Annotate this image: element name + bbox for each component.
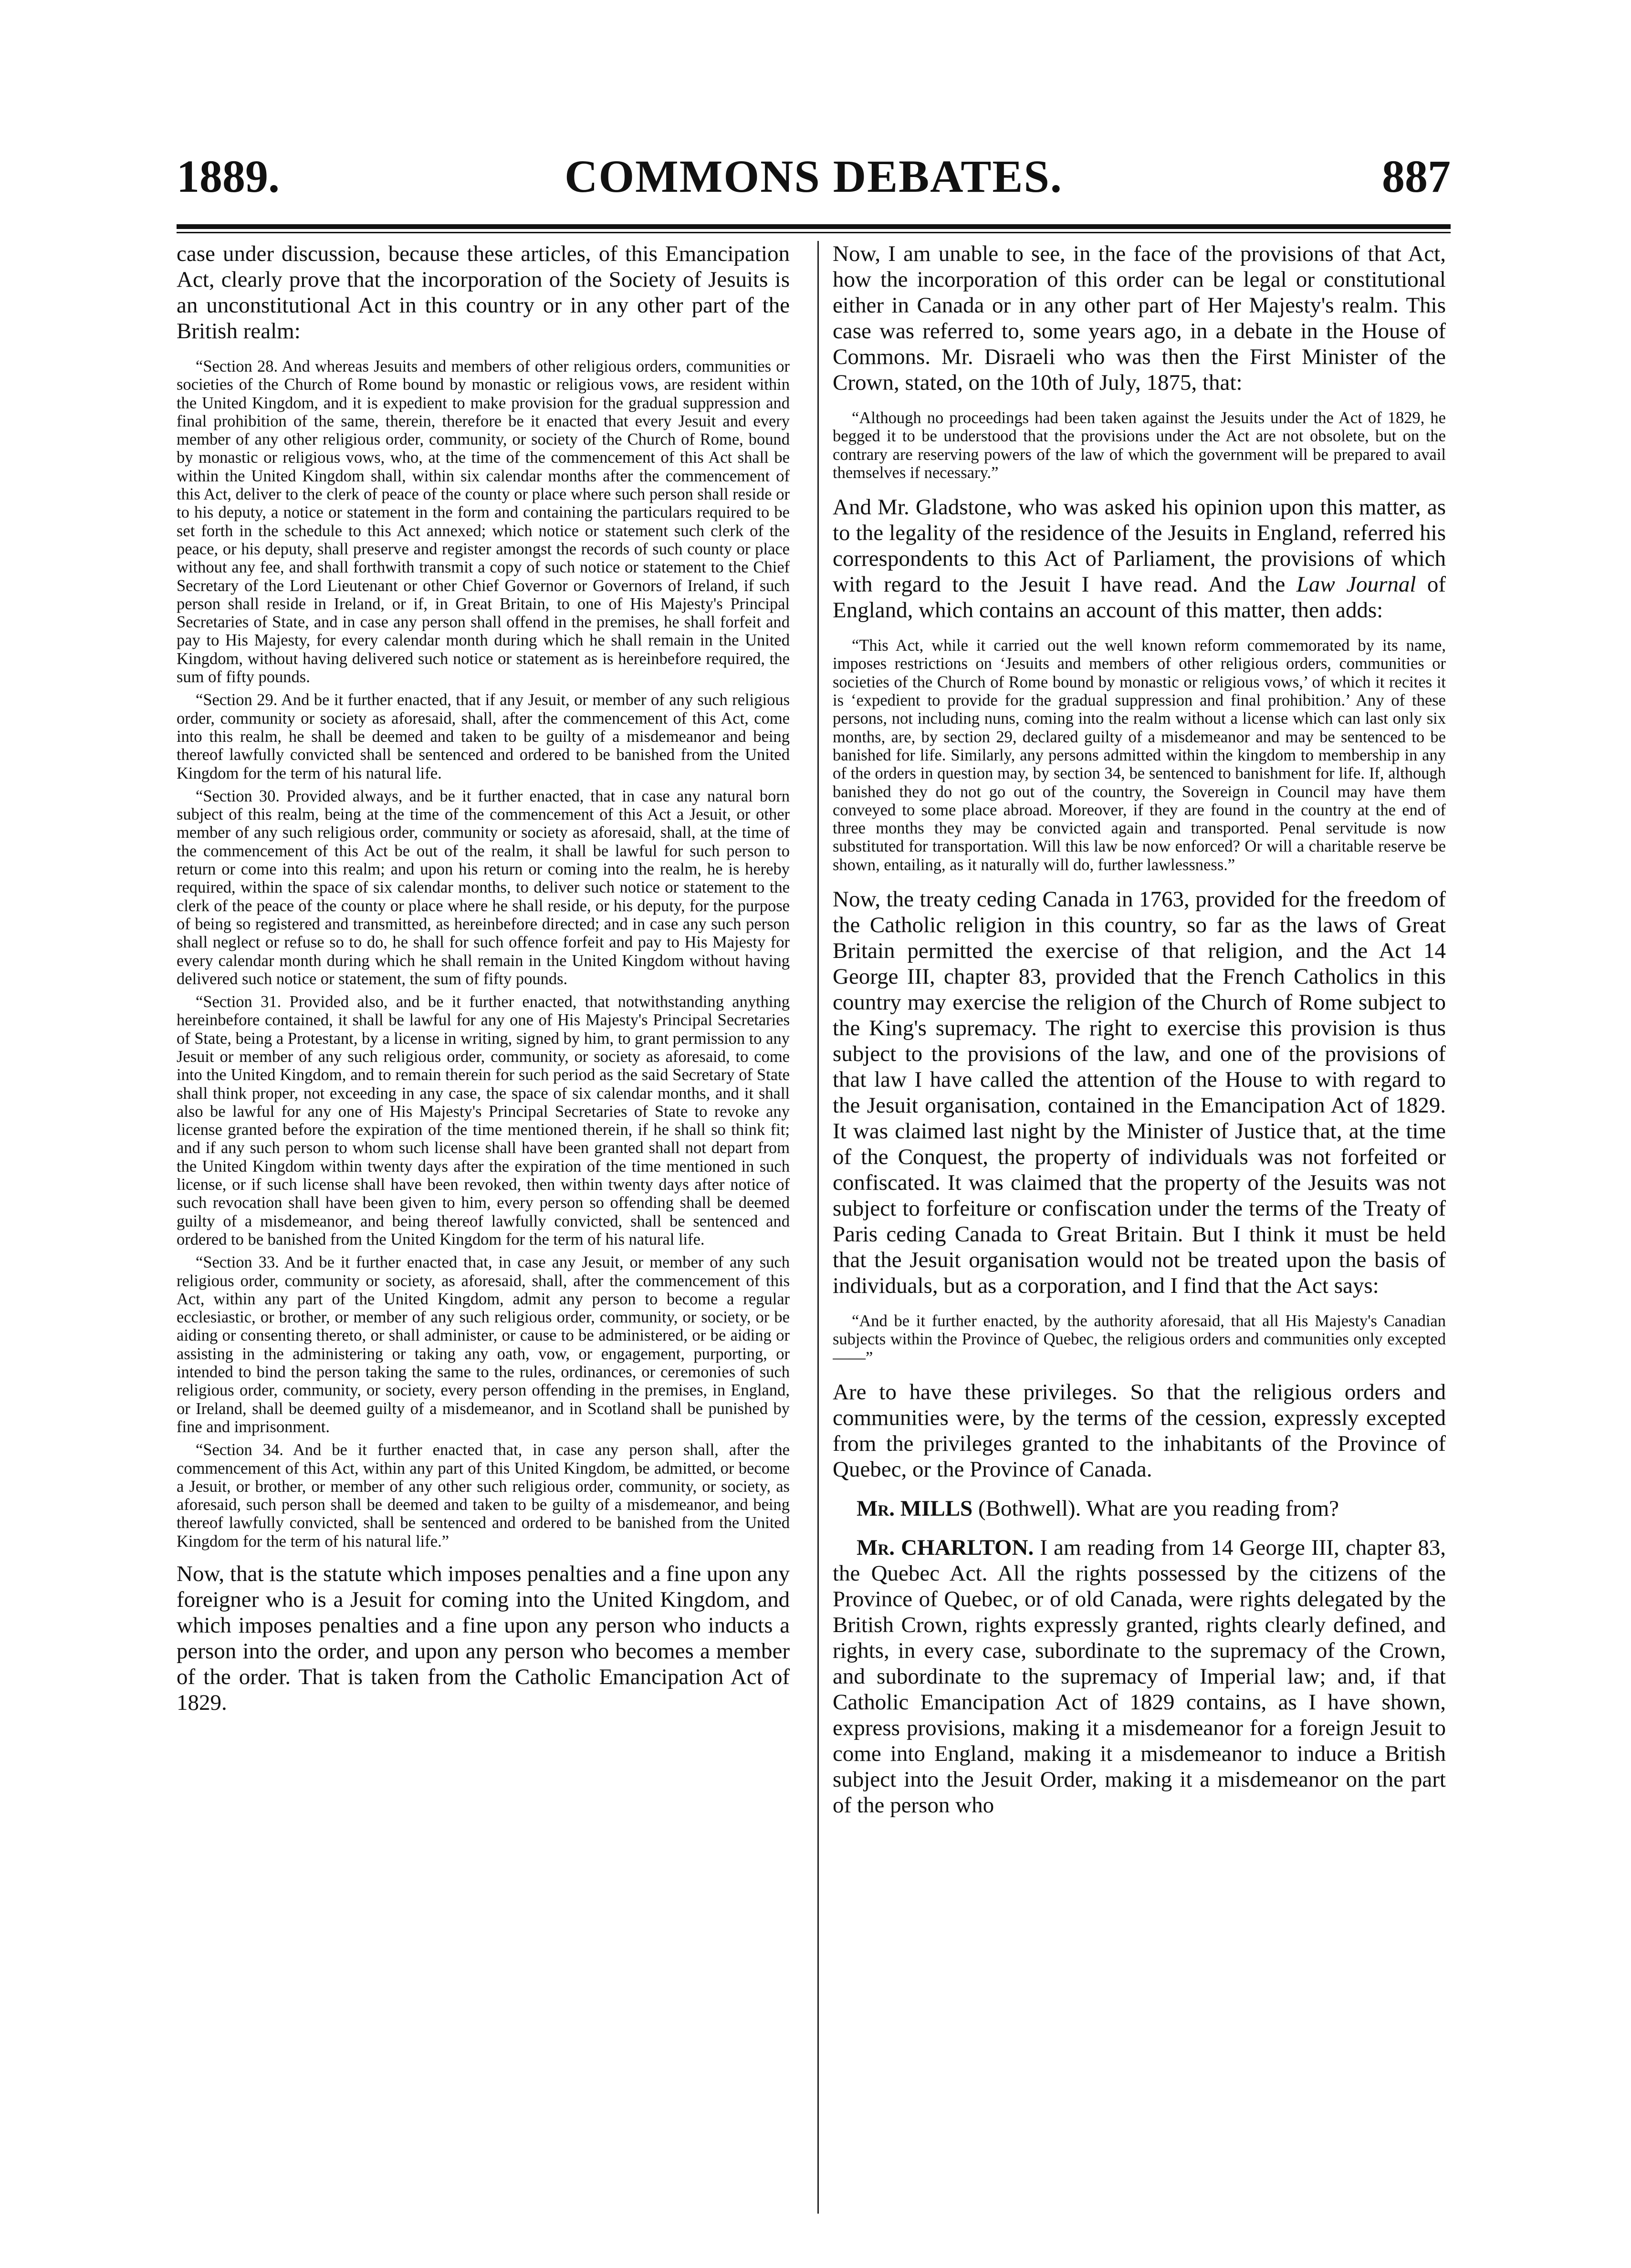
- speaker-charlton: Mr. CHARLTON.: [857, 1535, 1034, 1560]
- page-header: [177, 134, 1451, 219]
- speaker-mills: Mr. MILLS: [857, 1496, 973, 1521]
- quote-section-30: “Section 30. Provided always, and be it further enacted, that in case any natural born subject of this realm, being at the time of the commencement of this Act a Jesuit, or other member of any such religious order, community or society as aforesaid, shall, at the time of the commencement of this Act be out of the realm, it shall be lawful for such person to return or come into this realm; and upon his return or coming into the realm, he is hereby required, within the space of six calendar months, to deliver such notice or statement to the clerk of the peace of the county or place where he shall reside, or his deputy, for the purpose of being so registered and transmitted, as hereinbefore directed; and in case any such person shall neglect or refuse so to do, he shall for such offence forfeit and pay to His Majesty for every calendar month during which he shall remain in the United Kingdom without having delivered such notice or statement, the sum of fifty pounds.: [177, 787, 790, 988]
- right-paragraph-disraeli: Now, I am unable to see, in the face of the provisions of that Act, how the incorporation of this order can be legal or constitutional either in Canada or in any other part of Her Majesty's realm. This case was referred to, some years ago, in a debate in the House of Commons. Mr. Disraeli who was then the First Minister of the Crown, stated, on the 10th of July, 1875, that:: [833, 241, 1446, 395]
- header-year: 1889.: [177, 151, 280, 202]
- left-closing-paragraph: Now, that is the statute which imposes penalties and a fine upon any foreigner who is a Jesuit for coming into the United Kingdom, and which imposes penalties and a fine upon any person who inducts a person into the order, and upon any person who becomes a member of the order. That is taken from the Catholic Emancipation Act of 1829.: [177, 1561, 790, 1715]
- mills-speech-text: (Bothwell). What are you reading from?: [972, 1496, 1339, 1521]
- left-intro-paragraph: case under discussion, because these articles, of this Emancipation Act, clearly prove that the incorporation of the Society of Jesuits is an unconstitutional Act in this country or in any other part of the British realm:: [177, 241, 790, 343]
- quote-quebec-act: “And be it further enacted, by the authority aforesaid, that all His Majesty's Canadian subjects within the Province of Quebec, the religious orders and communities only excepted——”: [833, 1312, 1446, 1367]
- quote-section-33: “Section 33. And be it further enacted that, in case any Jesuit, or member of any such religious order, community or society, as aforesaid, shall, after the commencement of this Act, within any part of the United Kingdom, admit any person to become a regular ecclesiastic, or brother, or member of any such religious order, community, or society, or be aiding or consenting thereto, or shall administer, or cause to be administered, or be aiding or assisting in the administering or taking any oath, vow, or engagement, purporting, or intended to bind the person taking the same to the rules, ordinances, or ceremonies of such religious order, community, or society, every person offending in the premises, in England, or Ireland, shall be deemed guilty of a misdemeanor, and in Scotland shall be punished by fine and imprisonment.: [177, 1253, 790, 1436]
- quote-section-31: “Section 31. Provided also, and be it further enacted, that notwithstanding anything hereinbefore contained, it shall be lawful for any one of His Majesty's Principal Secretaries of State, being a Protestant, by a license in writing, signed by him, to grant permission to any Jesuit or member of any such religious order, community, or society as aforesaid, to come into the United Kingdom, and to remain therein for such period as the said Secretary of State shall think proper, not exceeding in any case, the space of six calendar months, and it shall also be lawful for any one of His Majesty's Principal Secretaries of State to revoke any license granted before the expiration of the time mentioned therein, if he shall so think fit; and if any such person to whom such license shall have been granted shall not depart from the United Kingdom within twenty days after the expiration of the time mentioned in such license, or if such license shall have been revoked, then within twenty days after notice of such revocation shall have been given to him, every person so offending shall be deemed guilty of a misdemeanor, and being thereof lawfully convicted, shall be sentenced and ordered to be banished from the United Kingdom for the term of his natural life.: [177, 993, 790, 1248]
- quote-section-34: “Section 34. And be it further enacted that, in case any person shall, after the commencement of this Act, within any part of this United Kingdom, be admitted, or become a Jesuit, or brother, or member of any other such religious order, community, or society, as aforesaid, such person shall be deemed and taken to be guilty of a misdemeanor, and being thereof lawfully convicted, shall be sentenced and ordered to be banished from the United Kingdom for the term of his natural life.”: [177, 1441, 790, 1550]
- right-paragraph-treaty: Now, the treaty ceding Canada in 1763, provided for the freedom of the Catholic religion in this country, so far as the laws of Great Britain permitted the exercise of that religion, and the Act 14 George III, chapter 83, provided that the French Catholics in this country may exercise the religion of the Church of Rome subject to the King's supremacy. The right to exercise this provision is thus subject to the provisions of the law, and one of the provisions of that law I have called the attention of the House to with regard to the Jesuit organisation, contained in the Emancipation Act of 1829. It was claimed last night by the Minister of Justice that, at the time of the Conquest, the property of individuals was not forfeited or confiscated. It was claimed that the property of the Jesuits was not subject to forfeiture or confiscation under the terms of the Treaty of Paris ceding Canada to Great Britain. But I think it must be held that the Jesuit organisation would not be treated upon the basis of individuals, but as a corporation, and I find that the Act says:: [833, 887, 1446, 1299]
- header-rule: [177, 224, 1451, 233]
- quote-section-29: “Section 29. And be it further enacted, that if any Jesuit, or member of any such religious order, community or society as aforesaid, shall, after the commencement of this Act, come into this realm, he shall be deemed and taken to be guilty of a misdemeanor and being thereof lawfully convicted shall be sentenced and ordered to be banished from the United Kingdom for the term of his natural life.: [177, 691, 790, 782]
- right-column: [833, 241, 1446, 2216]
- right-paragraph-gladstone: [833, 494, 1446, 623]
- gladstone-text-b: of England, which contains an account of this matter, then adds:: [833, 572, 1446, 623]
- speech-mills: [833, 1496, 1446, 1521]
- law-journal-title: Law Journal: [1296, 572, 1416, 597]
- header-title: COMMONS DEBATES.: [565, 151, 1063, 202]
- gladstone-text-a: And Mr. Gladstone, who was asked his opinion upon this matter, as to the legality of the residence of the Jesuits in England, referred his correspondents to this Act of Parliament, the provisions of which with regard to the Jesuit I have read. And the: [833, 495, 1446, 597]
- quote-law-journal: “This Act, while it carried out the well known reform commemorated by its name, imposes restrictions on ‘Jesuits and members of other religious orders, communities or societies of the Church of Rome bound by monastic or religious vows,’ of which it recites it is ‘expedient to provide for the gradual suppression and final prohibition.’ Any of these persons, not including nuns, coming into the realm without a license which can last only six months, are, by section 29, declared guilty of a misdemeanor and may be sentenced to be banished for life. Similarly, any persons admitted within the kingdom to membership in any of the orders in question may, by section 34, be sentenced to banishment for life. If, although banished they do not go out of the country, the Sovereign in Council may have them conveyed to some place abroad. Moreover, if they are found in the country at the end of three months they may be convicted again and transported. Penal servitude is now substituted for transportation. Will this law be now enforced? Or will a charitable reserve be shown, entailing, as it naturally will do, further lawlessness.”: [833, 636, 1446, 874]
- right-paragraph-privileges: Are to have these privileges. So that the religious orders and communities were, by the terms of the cession, expressly excepted from the privileges granted to the inhabitants of the Province of Quebec, or the Province of Canada.: [833, 1379, 1446, 1482]
- left-column: [177, 241, 790, 2216]
- column-divider: [817, 241, 819, 2214]
- header-page-number: 887: [1382, 151, 1451, 202]
- charlton-speech-text: I am reading from 14 George III, chapter 83, the Quebec Act. All the rights possessed by the citizens of the Province of Quebec, or of old Canada, were rights delegated by the British Crown, rights expressly granted, rights clearly defined, and rights, in every case, subordinate to the supremacy of the Crown, and subordinate to the supremacy of Imperial law; and, if that Catholic Emancipation Act of 1829 contains, as I have shown, express provisions, making it a misdemeanor for a foreign Jesuit to come into England, making it a misdemeanor to induce a British subject into the Jesuit Order, making it a misdemeanor on the part of the person who: [833, 1535, 1446, 1818]
- speech-charlton: [833, 1535, 1446, 1818]
- quote-section-28: “Section 28. And whereas Jesuits and members of other religious orders, communities or societies of the Church of Rome bound by monastic or religious vows, are resident within the United Kingdom, and it is expedient to make provision for the gradual suppression and final prohibition of the same, therein, therefore be it enacted that every Jesuit and every member of any other religious order, community, or society of the Church of Rome, bound by monastic or religious vows, who, at the time of the commencement of this Act shall be within the United Kingdom shall, within six calendar months after the commencement of this Act, deliver to the clerk of peace of the county or place where such person shall reside or to his deputy, a notice or statement in the form and containing the particulars required to be set forth in the schedule to this Act annexed; which notice or statement such clerk of the peace, or his deputy, shall preserve and register amongst the records of such county or place without any fee, and shall forthwith transmit a copy of such notice or statement to the Chief Secretary of the Lord Lieutenant or other Chief Governor or Governors of Ireland, if such person shall reside in Ireland, or if, in Great Britain, to one of His Majesty's Principal Secretaries of State, and in case any person shall offend in the premises, he shall forfeit and pay to His Majesty, for every calendar month during which he shall remain in the United Kingdom, without having delivered such notice or statement as is hereinbefore required, the sum of fifty pounds.: [177, 357, 790, 687]
- quote-disraeli: “Although no proceedings had been taken against the Jesuits under the Act of 1829, he begged it to be understood that the provisions under the Act are not obsolete, but on the contrary are reserving powers of the law of which the government will be prepared to avail themselves if necessary.”: [833, 409, 1446, 482]
